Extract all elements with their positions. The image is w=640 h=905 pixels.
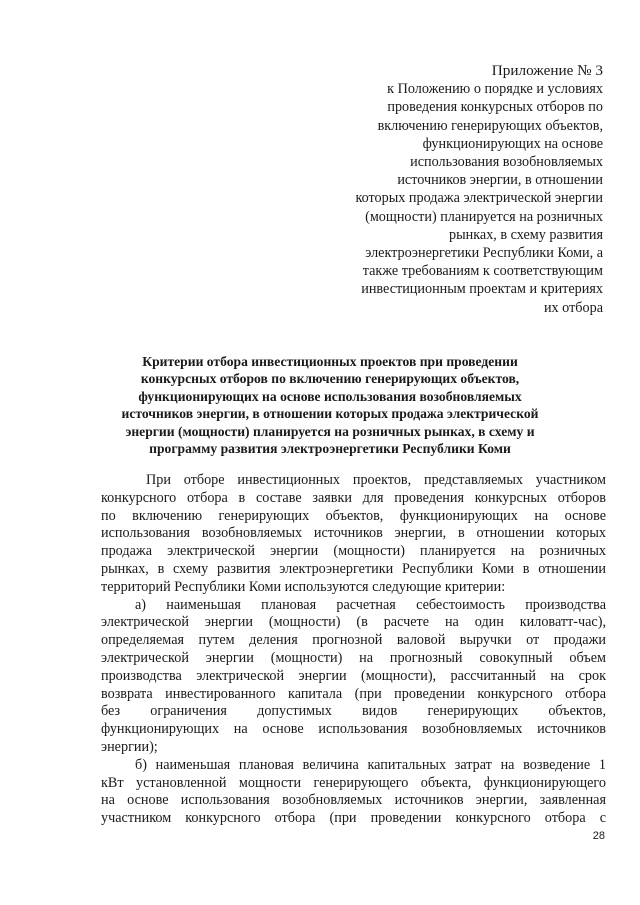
criterion-a-line: а) наименьшая плановая расчетная себестоимость производства [135,596,606,613]
appendix-line: которых продажа электрической энергии [355,190,603,207]
body-line: возврата инвестированного капитала (при проведении конкурсного отбора [101,685,606,702]
body-line: При отборе инвестиционных проектов, представляемых участником [146,472,606,488]
appendix-line: (мощности) планируется на розничных [365,208,603,225]
body-line: электрической энергии (мощности) на прогнозный совокупный объем [101,649,606,666]
title-line: энергии (мощности) планируется на розничных рынках, в схему и [125,423,535,439]
appendix-line: включению генерирующих объектов, [377,117,603,134]
body-line: электрической энергии (мощности) (в расчете на один киловатт-час), [101,614,606,631]
appendix-title: Приложение № 3 [491,62,603,79]
title-line: Критерии отбора инвестиционных проектов при проведении [142,354,518,369]
document-body [101,472,606,828]
body-line: кВт установленной мощности генерирующего объекта, функционирующего [101,774,606,791]
body-line: производства электрической энергии (мощности), рассчитанный на срок [101,667,606,684]
appendix-header [313,62,603,317]
body-line: на основе использования возобновляемых источников энергии, заявленная [101,792,606,809]
appendix-line: проведения конкурсных отборов по [387,99,603,116]
appendix-line: функционирующих на основе [422,135,603,152]
appendix-line: их отбора [543,299,603,316]
appendix-line: к Положению о порядке и условиях [387,81,603,98]
body-line: участником конкурсного отбора (при проведении конкурсного отбора с [101,810,606,827]
title-line: функционирующих на основе использования возобновляемых [138,388,522,404]
appendix-line: инвестиционным проектам и критериях [361,281,603,298]
body-line: рынках, в схему развития электроэнергетики Республики Коми в отношении [101,560,606,577]
title-line: конкурсных отборов по включению генерирующих объектов, [140,371,520,387]
body-line: энергии); [101,738,158,755]
body-line: функционирующих на основе использования возобновляемых источников [101,721,606,738]
document-title [95,353,565,457]
appendix-line: также требованиям к соответствующим [362,263,603,280]
page-number: 28 [592,830,605,842]
body-line: продажа электрической энергии (мощности) планируется на розничных [101,543,606,560]
body-line: определяемая путем деления прогнозной валовой выручки от продажи [101,632,606,649]
criterion-b-line: б) наименьшая плановая величина капитальных затрат на возведение 1 [135,756,606,773]
appendix-line: источников энергии, в отношении [397,172,603,189]
body-line: конкурсного отбора в составе заявки для проведения конкурсных отборов [101,489,606,506]
appendix-line: электроэнергетики Республики Коми, а [365,245,603,262]
title-line: программу развития электроэнергетики Республики Коми [149,441,511,457]
appendix-line: рынках, в схему развития [449,226,603,243]
appendix-line: использования возобновляемых [410,154,603,171]
body-line: по включению генерирующих объектов, функционирующих на основе [101,507,606,524]
body-line: использования возобновляемых источников энергии, в отношении которых [101,525,606,542]
body-line: территорий Республики Коми используются следующие критерии: [101,578,506,595]
body-line: без ограничения допустимых видов генерирующих объектов, [101,703,606,720]
title-line: источников энергии, в отношении которых продажа электрической [121,406,539,422]
